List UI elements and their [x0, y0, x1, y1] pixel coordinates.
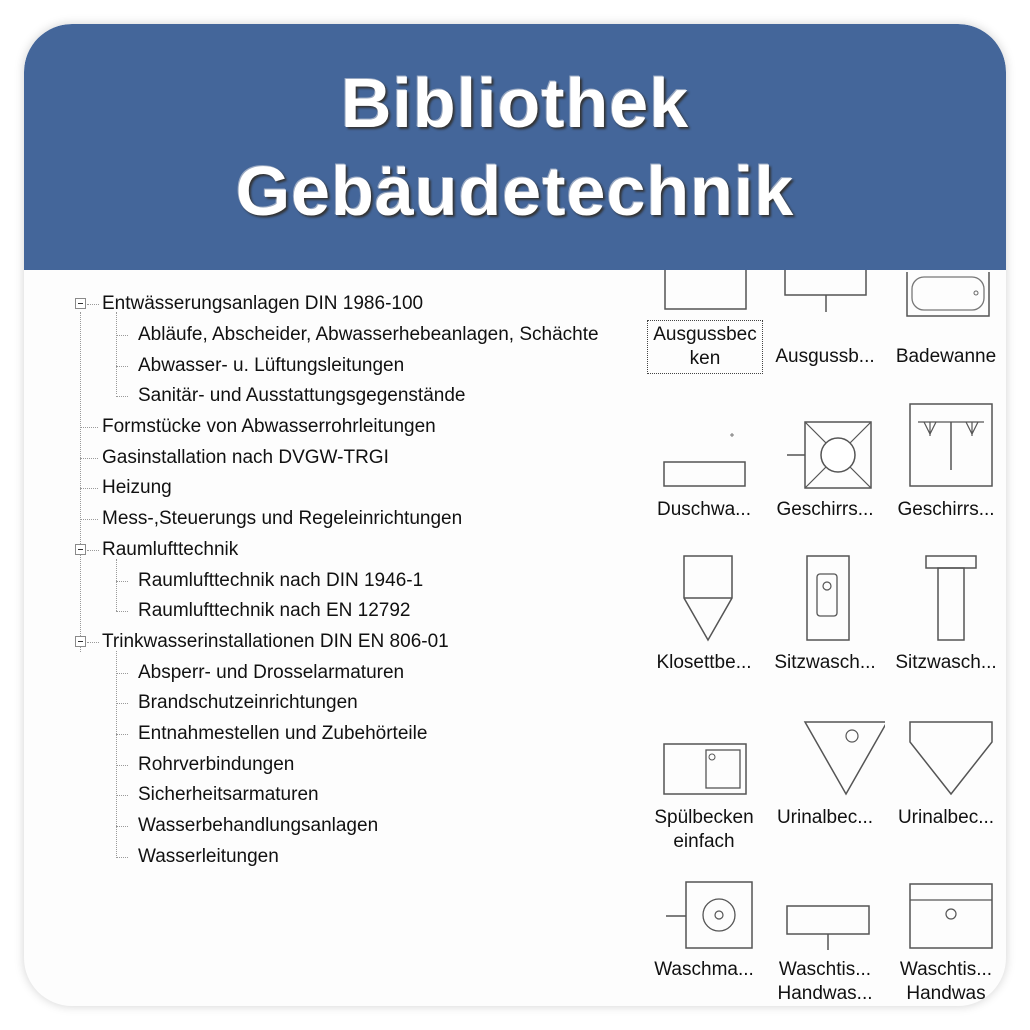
tree-connector — [87, 304, 99, 305]
tree-item-label: Absperr- und Drosselarmaturen — [138, 662, 405, 683]
symbol-caption-line-1: Waschtis... — [899, 959, 993, 980]
symbol-caption — [647, 320, 763, 374]
symbol-caption-line-1: Geschirrs... — [897, 499, 995, 520]
tree-connector — [80, 519, 98, 520]
tree-connector — [116, 826, 128, 827]
symbol-caption — [886, 651, 1006, 675]
geschirrspueler-alt-icon — [886, 400, 1006, 492]
tree-connector — [116, 335, 128, 336]
spuelbecken-icon — [644, 710, 764, 802]
geschirrspueler-icon — [765, 400, 885, 492]
symbol-caption — [765, 498, 885, 522]
symbol-tile[interactable] — [886, 270, 1006, 395]
tree-connector — [116, 673, 128, 674]
tree-item-label: Sanitär- und Ausstattungsgegenstände — [138, 385, 466, 406]
ausgussbecken-alt-icon — [765, 270, 885, 318]
symbol-caption — [644, 498, 764, 522]
sitzwaschbecken-alt-icon — [886, 552, 1006, 644]
tree-connector — [116, 765, 128, 766]
symbol-tile[interactable] — [886, 870, 1006, 1006]
tree-item-label: Entwässerungsanlagen DIN 1986-100 — [102, 293, 424, 314]
symbol-caption-line-1: Waschtis... — [778, 959, 872, 980]
tree-item-label: Abwasser- u. Lüftungsleitungen — [138, 355, 405, 376]
symbol-caption — [765, 651, 885, 675]
symbol-tile[interactable] — [886, 400, 1006, 525]
symbol-tile[interactable] — [886, 710, 1006, 850]
collapse-icon[interactable] — [75, 544, 86, 555]
category-tree[interactable] — [24, 270, 644, 870]
symbol-caption-line-1: Urinalbec... — [897, 807, 995, 828]
tree-item-label: Rohrverbindungen — [138, 754, 295, 775]
sitzwaschbecken-icon — [765, 552, 885, 644]
tree-connector — [80, 458, 98, 459]
library-card — [24, 24, 1006, 1006]
symbol-caption-line-2: einfach — [673, 831, 735, 852]
tree-connector — [116, 734, 128, 735]
waschtisch-icon — [765, 870, 885, 962]
symbol-tile[interactable] — [765, 710, 885, 850]
collapse-icon[interactable] — [75, 298, 86, 309]
symbol-caption-line-1: Ausgussbec — [653, 324, 757, 345]
symbol-tile[interactable] — [765, 400, 885, 525]
tree-item-label: Trinkwasserinstallationen DIN EN 806-01 — [102, 631, 449, 652]
tree-item-label: Raumlufttechnik nach DIN 1946-1 — [138, 570, 424, 591]
tree-item-label: Wasserbehandlungsanlagen — [138, 815, 379, 836]
tree-connector — [116, 857, 128, 858]
tree-item-label: Entnahmestellen und Zubehörteile — [138, 723, 428, 744]
ausgussbecken-icon — [644, 270, 764, 314]
symbol-tile[interactable] — [644, 270, 764, 395]
symbol-tile[interactable] — [644, 400, 764, 525]
symbol-caption-line-1: Geschirrs... — [776, 499, 874, 520]
tree-connector — [116, 581, 128, 582]
symbol-caption — [644, 806, 764, 854]
klosettbecken-icon — [644, 552, 764, 644]
symbol-caption-line-1: Sitzwasch... — [774, 652, 876, 673]
symbol-caption — [886, 345, 1006, 369]
symbol-caption — [765, 958, 885, 1006]
tree-item-label: Abläufe, Abscheider, Abwasserhebeanlagen, Schächte — [138, 324, 599, 345]
tree-item-label: Brandschutzeinrichtungen — [138, 692, 358, 713]
tree-item-label: Sicherheitsarmaturen — [138, 784, 319, 805]
tree-connector — [116, 396, 128, 397]
symbol-caption — [886, 498, 1006, 522]
symbol-caption — [886, 958, 1006, 1006]
tree-connector — [87, 550, 99, 551]
banner-title-line-2: Gebäudetechnik — [235, 152, 795, 230]
banner-title-line-1: Bibliothek — [340, 64, 690, 142]
symbol-caption — [644, 651, 764, 675]
duschwanne-icon — [644, 400, 764, 490]
symbol-caption — [644, 958, 764, 982]
symbol-caption-line-2: ken — [689, 348, 721, 369]
tree-connector — [116, 559, 117, 611]
symbol-caption-line-1: Urinalbec... — [776, 807, 874, 828]
tree-item-label: Formstücke von Abwasserrohrleitungen — [102, 416, 436, 437]
symbol-caption-line-1: Waschma... — [654, 959, 754, 980]
urinalbecken-icon — [765, 710, 885, 802]
tree-item-label: Gasinstallation nach DVGW-TRGI — [102, 447, 389, 468]
symbol-caption-line-1: Badewanne — [895, 346, 997, 367]
tree-item-label: Heizung — [102, 477, 172, 498]
symbol-caption-line-1: Duschwa... — [657, 499, 751, 520]
badewanne-icon — [886, 270, 1006, 318]
symbol-caption-line-1: Klosettbe... — [656, 652, 752, 673]
symbol-tile[interactable] — [644, 552, 764, 677]
tree-item-label: Wasserleitungen — [138, 846, 279, 867]
waschtisch-alt-icon — [886, 870, 1006, 962]
symbol-tile[interactable] — [886, 552, 1006, 677]
waschmaschine-icon — [644, 870, 764, 962]
tree-connector — [80, 488, 98, 489]
tree-connector — [80, 312, 81, 652]
symbol-caption-line-2: Handwas... — [777, 983, 873, 1004]
collapse-icon[interactable] — [75, 636, 86, 647]
urinalbecken-alt-icon — [886, 710, 1006, 802]
symbol-grid — [644, 270, 1006, 1006]
tree-connector — [87, 642, 99, 643]
tree-connector — [116, 703, 128, 704]
tree-connector — [116, 366, 128, 367]
symbol-tile[interactable] — [644, 870, 764, 1006]
symbol-tile[interactable] — [765, 552, 885, 677]
tree-connector — [80, 427, 98, 428]
tree-connector — [116, 795, 128, 796]
tree-connector — [116, 611, 128, 612]
symbol-tile[interactable] — [644, 710, 764, 850]
symbol-caption-line-1: Ausgussb... — [775, 346, 875, 367]
symbol-caption-line-1: Spülbecken — [654, 807, 754, 828]
tree-item-label: Raumlufttechnik — [102, 539, 239, 560]
tree-item-label: Mess-,Steuerungs und Regeleinrichtungen — [102, 508, 463, 529]
title-banner — [24, 24, 1006, 270]
symbol-caption-line-1: Sitzwasch... — [895, 652, 997, 673]
tree-item-label: Raumlufttechnik nach EN 12792 — [138, 600, 411, 621]
symbol-caption — [765, 345, 885, 369]
symbol-caption — [886, 806, 1006, 830]
symbol-tile[interactable] — [765, 870, 885, 1006]
symbol-caption-line-2: Handwas — [906, 983, 986, 1004]
tree-connector — [116, 312, 117, 394]
symbol-caption — [765, 806, 885, 830]
symbol-tile[interactable] — [765, 270, 885, 395]
